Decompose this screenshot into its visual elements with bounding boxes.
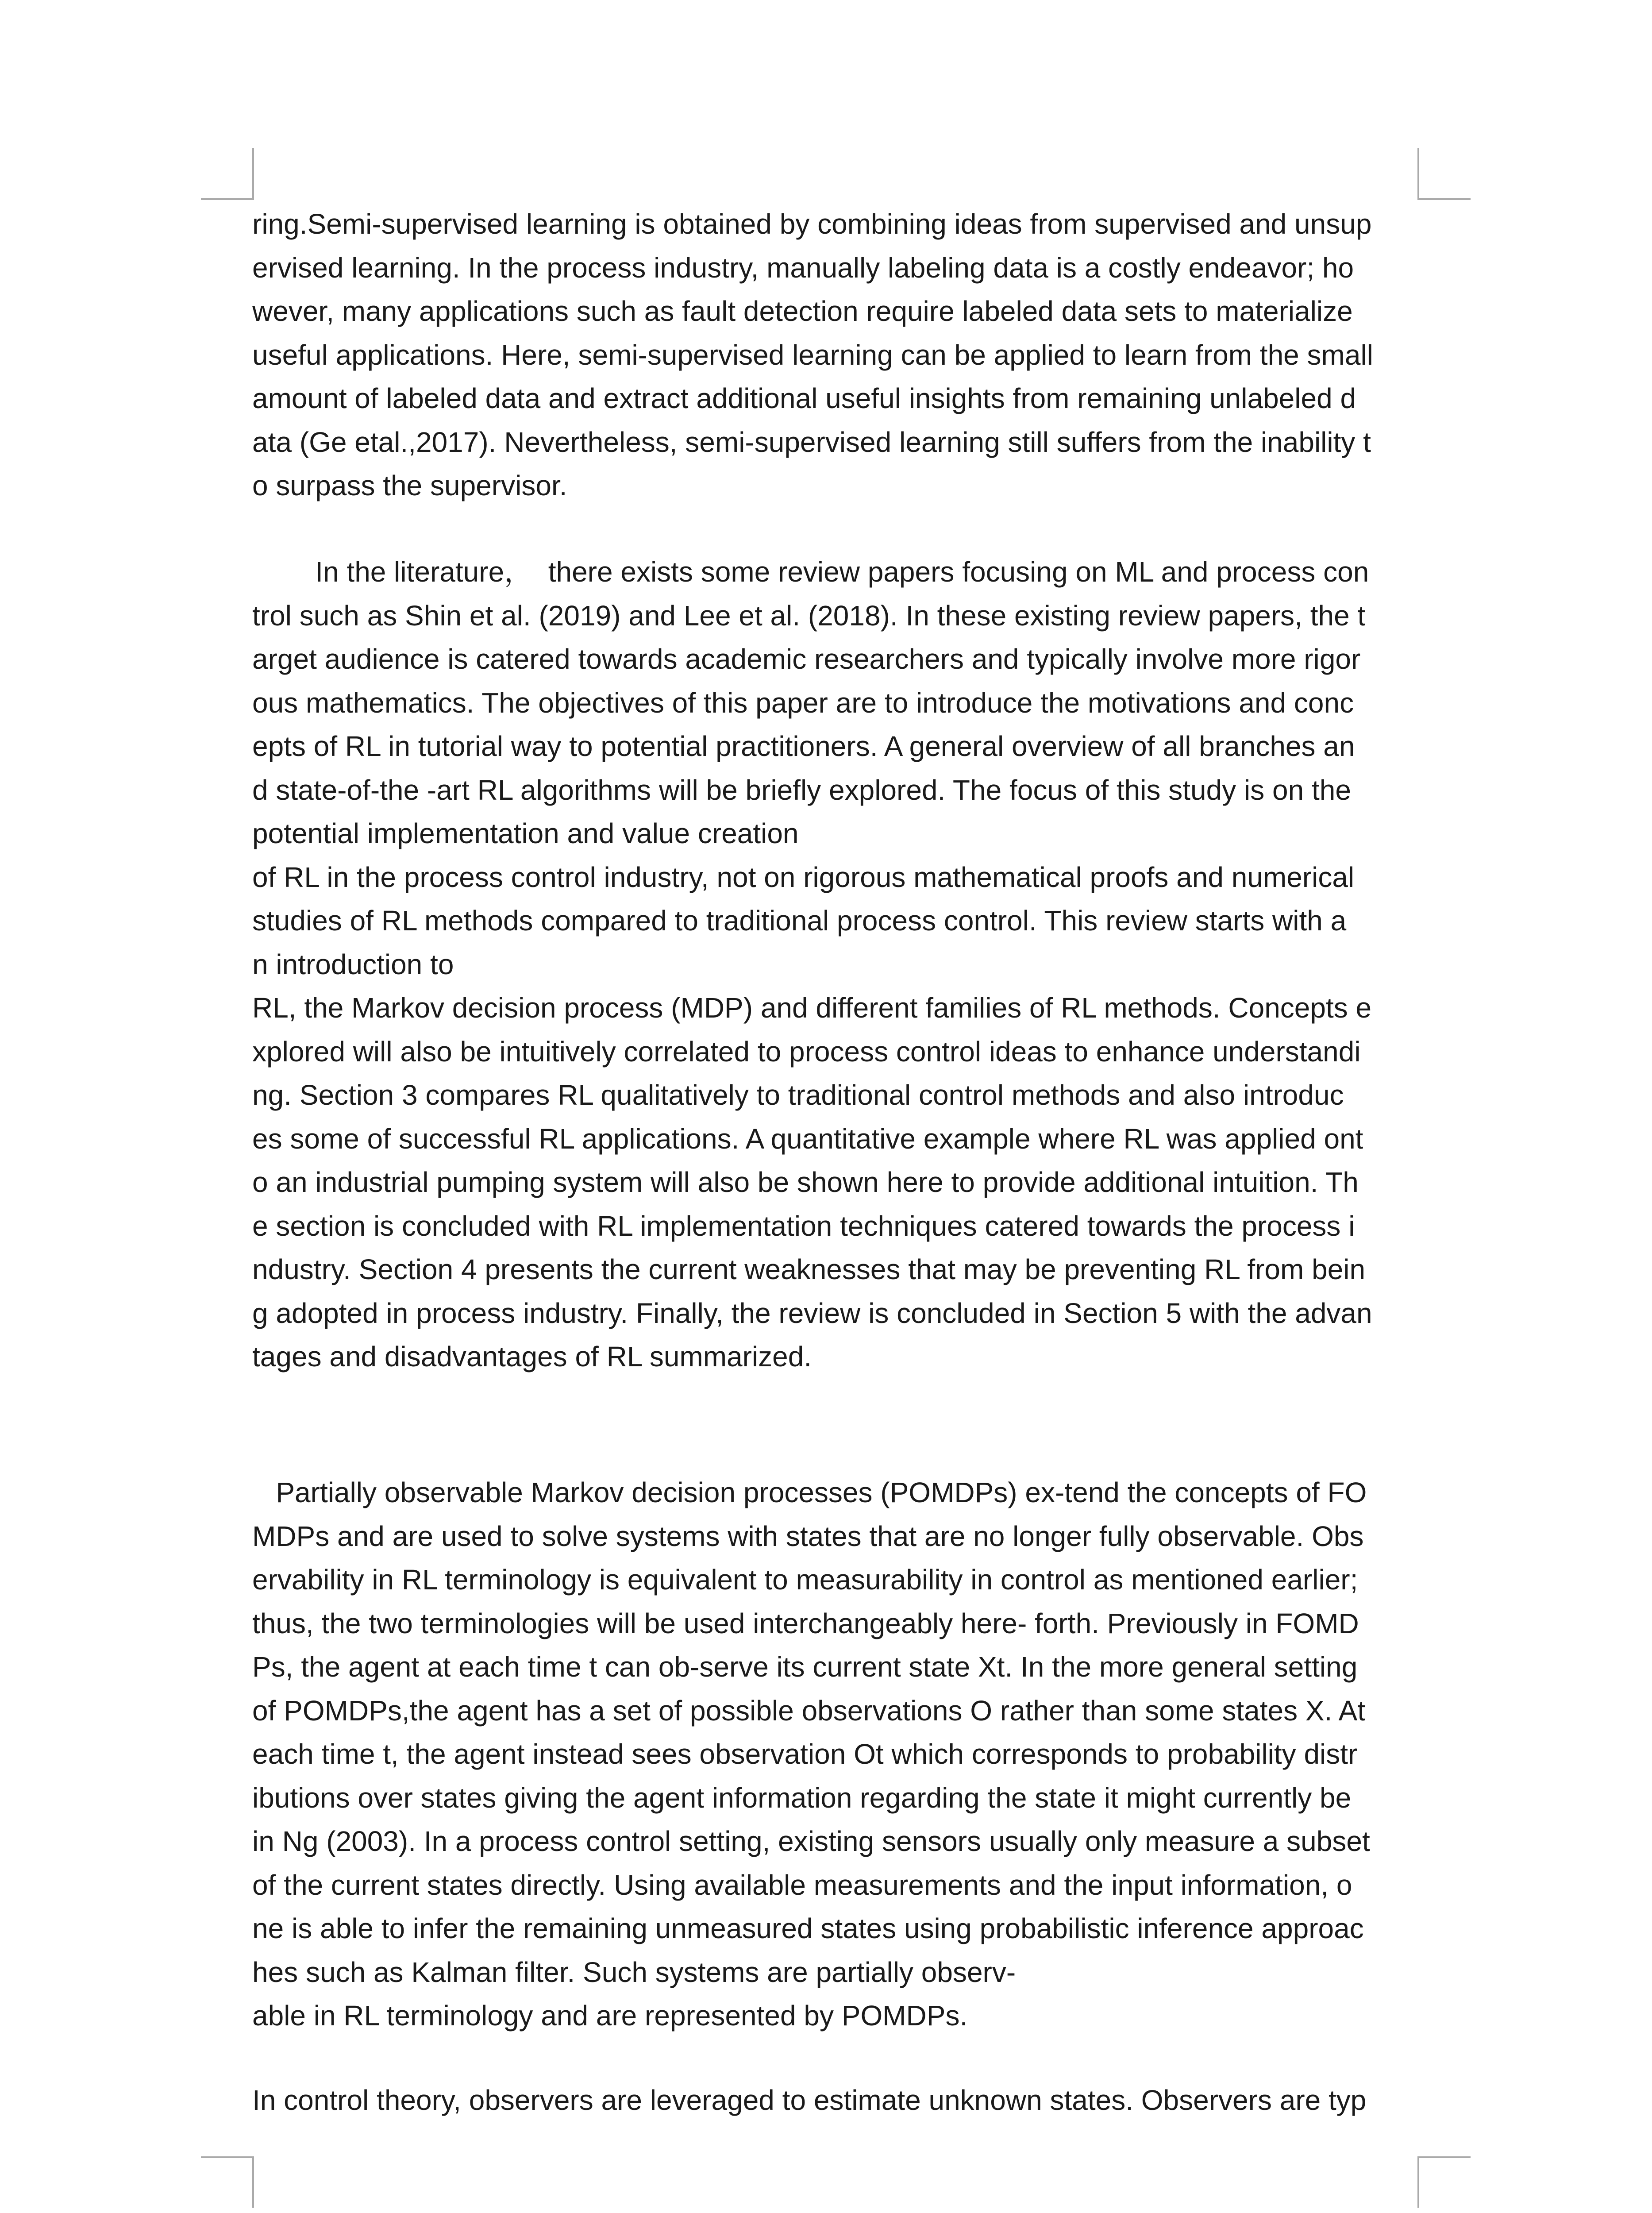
crop-mark-top-left-horizontal bbox=[201, 198, 254, 200]
text-line: thus, the two terminologies will be used interchangeably here- forth. Previously in FOMD bbox=[252, 1607, 1359, 1639]
text-line: ata (Ge etal.,2017). Nevertheless, semi-supervised learning still suffers from the inability t bbox=[252, 426, 1371, 458]
text-line: ervability in RL terminology is equivalent to measurability in control as mentioned earlier; bbox=[252, 1564, 1358, 1596]
text-line: wever, many applications such as fault detection require labeled data sets to materialize bbox=[252, 295, 1353, 327]
text-line: able in RL terminology and are represented by POMDPs. bbox=[252, 2000, 968, 2032]
crop-mark-top-left-vertical bbox=[252, 148, 254, 200]
text-line: es some of successful RL applications. A quantitative example where RL was applied ont bbox=[252, 1122, 1363, 1155]
text-line: tages and disadvantages of RL summarized. bbox=[252, 1341, 812, 1373]
text-line: arget audience is catered towards academic researchers and typically involve more rigor bbox=[252, 643, 1361, 675]
crop-mark-bottom-right-horizontal bbox=[1417, 2156, 1471, 2158]
text-line: of the current states directly. Using available measurements and the input information, o bbox=[252, 1869, 1352, 1901]
text-line: In control theory, observers are leveraged to estimate unknown states. Observers are typ bbox=[252, 2084, 1367, 2116]
text-line: xplored will also be intuitively correlated to process control ideas to enhance understandi bbox=[252, 1035, 1361, 1068]
text-line: ous mathematics. The objectives of this paper are to introduce the motivations and conc bbox=[252, 686, 1354, 719]
text-line: ng. Section 3 compares RL qualitatively to traditional control methods and also introduc bbox=[252, 1079, 1344, 1111]
crop-mark-top-right-horizontal bbox=[1417, 198, 1471, 200]
text-line: RL, the Markov decision process (MDP) and different families of RL methods. Concepts e bbox=[252, 992, 1372, 1024]
crop-mark-bottom-left-vertical bbox=[252, 2156, 254, 2208]
text-line: g adopted in process industry. Finally, the review is concluded in Section 5 with the advan bbox=[252, 1297, 1372, 1329]
text-line: of RL in the process control industry, not on rigorous mathematical proofs and numerical bbox=[252, 861, 1355, 893]
text-line: epts of RL in tutorial way to potential practitioners. A general overview of all branches an bbox=[252, 730, 1355, 762]
crop-mark-top-right-vertical bbox=[1417, 148, 1419, 200]
paragraph-semi-supervised bbox=[252, 202, 1421, 508]
text-line: n introduction to bbox=[252, 948, 454, 980]
crop-mark-bottom-left-horizontal bbox=[201, 2156, 254, 2158]
text-line: o surpass the supervisor. bbox=[252, 470, 567, 501]
text-line: ne is able to infer the remaining unmeasured states using probabilistic inference approac bbox=[252, 1912, 1364, 1944]
paragraph-pomdp bbox=[252, 1471, 1421, 2038]
text-line: MDPs and are used to solve systems with states that are no longer fully observable. Obs bbox=[252, 1520, 1364, 1552]
text-line: amount of labeled data and extract additional useful insights from remaining unlabeled d bbox=[252, 382, 1356, 414]
text-line: each time t, the agent instead sees observation Ot which corresponds to probability distr bbox=[252, 1738, 1358, 1770]
text-line: ring.Semi-supervised learning is obtained by combining ideas from supervised and unsup bbox=[252, 208, 1372, 240]
crop-mark-bottom-right-vertical bbox=[1417, 2156, 1419, 2208]
text-line: d state-of-the -art RL algorithms will be briefly explored. The focus of this study is on the bbox=[252, 774, 1351, 806]
text-line: o an industrial pumping system will also be shown here to provide additional intuition. Th bbox=[252, 1166, 1359, 1198]
text-line: Partially observable Markov decision processes (POMDPs) ex-tend the concepts of FO bbox=[252, 1477, 1367, 1508]
text-line: in Ng (2003). In a process control setting, existing sensors usually only measure a subset bbox=[252, 1825, 1370, 1857]
text-line: In the literature， there exists some review papers focusing on ML and process con bbox=[252, 556, 1369, 588]
text-line: ervised learning. In the process industry, manually labeling data is a costly endeavor; ho bbox=[252, 251, 1354, 284]
text-line: potential implementation and value creation bbox=[252, 817, 799, 849]
paragraph-literature-review bbox=[252, 550, 1421, 1379]
text-line: trol such as Shin et al. (2019) and Lee et al. (2018). In these existing review papers, the t bbox=[252, 599, 1366, 632]
paragraph-control-theory bbox=[252, 2078, 1421, 2122]
text-line: ibutions over states giving the agent information regarding the state it might currently be bbox=[252, 1781, 1352, 1814]
text-line: useful applications. Here, semi-supervised learning can be applied to learn from the small bbox=[252, 339, 1373, 371]
text-line: e section is concluded with RL implementation techniques catered towards the process i bbox=[252, 1210, 1355, 1242]
text-line: studies of RL methods compared to traditional process control. This review starts with a bbox=[252, 905, 1347, 937]
text-line: of POMDPs,the agent has a set of possible observations O rather than some states X. At bbox=[252, 1694, 1366, 1727]
text-line: hes such as Kalman filter. Such systems are partially observ- bbox=[252, 1956, 1016, 1988]
text-line: ndustry. Section 4 presents the current weaknesses that may be preventing RL from bein bbox=[252, 1253, 1366, 1285]
text-line: Ps, the agent at each time t can ob-serve its current state Xt. In the more general setting bbox=[252, 1651, 1358, 1683]
